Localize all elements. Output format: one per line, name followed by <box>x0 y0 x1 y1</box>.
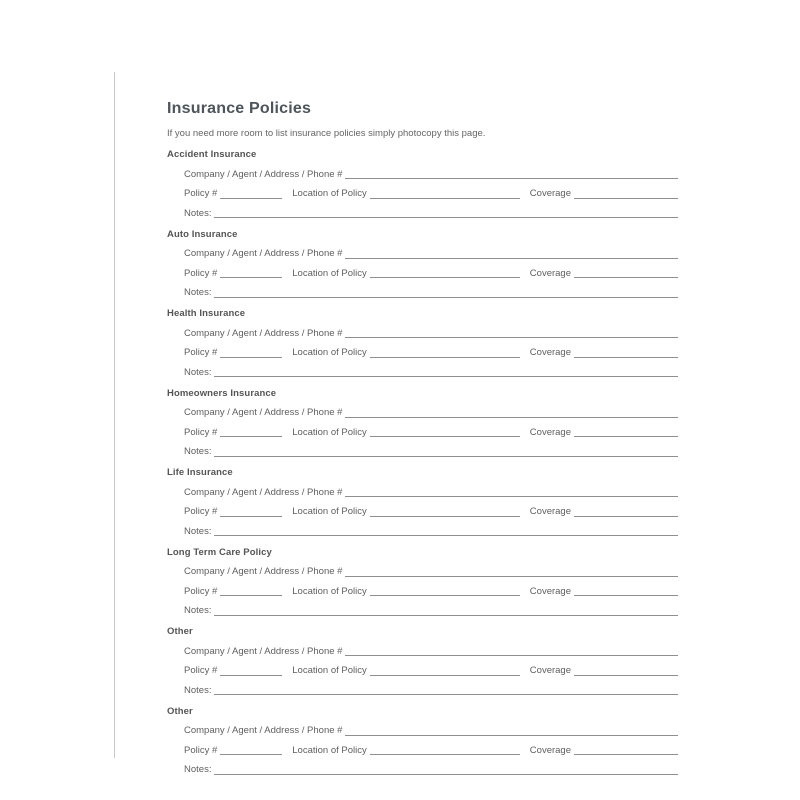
policy-fill-line <box>220 436 282 437</box>
section-heading: Accident Insurance <box>167 149 257 160</box>
company-field-label: Company / Agent / Address / Phone # <box>184 566 343 577</box>
coverage-fill-line <box>574 595 678 596</box>
notes-row <box>184 677 678 697</box>
notes-field-label: Notes: <box>184 764 212 775</box>
company-row <box>184 400 678 420</box>
section-heading: Homeowners Insurance <box>167 387 277 399</box>
company-fill-line <box>345 258 678 259</box>
notes-field-label: Notes: <box>184 287 212 298</box>
company-row <box>184 479 678 499</box>
section-auto-insurance <box>167 222 678 300</box>
policy-field-label: Policy # <box>184 347 218 358</box>
company-field-label: Company / Agent / Address / Phone # <box>184 327 343 339</box>
policy-field-label: Policy # <box>184 426 218 438</box>
location-fill-line <box>370 198 520 199</box>
policy-row <box>184 658 678 678</box>
policy-fill-line <box>220 198 282 199</box>
policy-fill-line <box>220 357 282 358</box>
location-field-label: Location of Policy <box>292 347 367 358</box>
policy-row <box>184 181 678 201</box>
policy-row <box>184 340 678 360</box>
location-field-label: Location of Policy <box>292 188 367 199</box>
notes-field-label: Notes: <box>184 446 212 457</box>
location-field-label: Location of Policy <box>292 744 367 756</box>
coverage-field-label: Coverage <box>529 665 571 676</box>
location-fill-line <box>370 436 520 437</box>
location-fill-line <box>370 357 520 358</box>
section-other-2 <box>167 699 678 777</box>
policy-fill-line <box>220 516 282 517</box>
section-life-insurance <box>167 460 678 538</box>
policy-fill-line <box>220 277 282 278</box>
company-fill-line <box>345 178 678 179</box>
notes-fill-line <box>214 217 678 218</box>
policy-row <box>184 419 678 439</box>
coverage-field-label: Coverage <box>529 585 571 597</box>
section-homeowners-insurance <box>167 381 678 459</box>
coverage-fill-line <box>574 516 678 517</box>
location-fill-line <box>370 754 520 755</box>
notes-row <box>184 598 678 618</box>
company-field-label: Company / Agent / Address / Phone # <box>184 486 343 498</box>
company-field-label: Company / Agent / Address / Phone # <box>184 407 343 418</box>
coverage-fill-line <box>574 357 678 358</box>
coverage-fill-line <box>574 198 678 199</box>
coverage-fill-line <box>574 436 678 437</box>
company-row <box>184 718 678 738</box>
policy-row <box>184 260 678 280</box>
policy-field-label: Policy # <box>184 267 218 279</box>
company-field-label: Company / Agent / Address / Phone # <box>184 645 343 657</box>
notes-fill-line <box>214 694 678 695</box>
section-heading: Other <box>167 626 193 637</box>
company-fill-line <box>345 655 678 656</box>
section-heading: Life Insurance <box>167 467 233 478</box>
company-row <box>184 638 678 658</box>
company-fill-line <box>345 337 678 338</box>
company-fill-line <box>345 417 678 418</box>
notes-field-label: Notes: <box>184 525 212 537</box>
notes-row <box>184 359 678 379</box>
policy-field-label: Policy # <box>184 665 218 676</box>
policy-row <box>184 578 678 598</box>
location-fill-line <box>370 675 520 676</box>
location-field-label: Location of Policy <box>292 426 367 438</box>
sections-list <box>167 142 678 776</box>
company-fill-line <box>345 496 678 497</box>
coverage-fill-line <box>574 277 678 278</box>
notes-row <box>184 757 678 777</box>
page-title: Insurance Policies <box>167 100 312 117</box>
company-field-label: Company / Agent / Address / Phone # <box>184 725 343 736</box>
company-field-label: Company / Agent / Address / Phone # <box>184 168 343 180</box>
notes-field-label: Notes: <box>184 366 212 378</box>
coverage-fill-line <box>574 754 678 755</box>
notes-fill-line <box>214 615 678 616</box>
section-heading: Health Insurance <box>167 308 246 319</box>
coverage-field-label: Coverage <box>529 426 571 438</box>
policy-fill-line <box>220 754 282 755</box>
company-fill-line <box>345 735 678 736</box>
notes-fill-line <box>214 535 678 536</box>
location-field-label: Location of Policy <box>292 506 367 517</box>
policy-row <box>184 737 678 757</box>
policy-field-label: Policy # <box>184 585 218 597</box>
company-fill-line <box>345 576 678 577</box>
section-accident-insurance <box>167 142 678 220</box>
section-heading: Auto Insurance <box>167 228 238 240</box>
notes-row <box>184 518 678 538</box>
notes-fill-line <box>214 774 678 775</box>
coverage-field-label: Coverage <box>529 267 571 279</box>
company-row <box>184 241 678 261</box>
section-heading: Long Term Care Policy <box>167 546 272 558</box>
company-row <box>184 161 678 181</box>
location-field-label: Location of Policy <box>292 665 367 676</box>
section-other-1 <box>167 619 678 697</box>
notes-fill-line <box>214 456 678 457</box>
notes-row <box>184 280 678 300</box>
location-fill-line <box>370 595 520 596</box>
policy-field-label: Policy # <box>184 744 218 756</box>
notes-field-label: Notes: <box>184 605 212 616</box>
notes-fill-line <box>214 297 678 298</box>
location-fill-line <box>370 277 520 278</box>
document-page <box>114 72 795 775</box>
page-content <box>167 72 678 776</box>
coverage-field-label: Coverage <box>529 188 571 199</box>
coverage-field-label: Coverage <box>529 744 571 756</box>
page-subtitle: If you need more room to list insurance policies simply photocopy this page. <box>167 128 486 139</box>
section-health-insurance <box>167 301 678 379</box>
notes-fill-line <box>214 376 678 377</box>
policy-field-label: Policy # <box>184 188 218 199</box>
company-row <box>184 320 678 340</box>
policy-fill-line <box>220 675 282 676</box>
policy-field-label: Policy # <box>184 506 218 517</box>
notes-row <box>184 439 678 459</box>
notes-field-label: Notes: <box>184 684 212 696</box>
location-fill-line <box>370 516 520 517</box>
policy-fill-line <box>220 595 282 596</box>
notes-row <box>184 200 678 220</box>
coverage-field-label: Coverage <box>529 347 571 358</box>
coverage-fill-line <box>574 675 678 676</box>
notes-field-label: Notes: <box>184 207 212 219</box>
location-field-label: Location of Policy <box>292 267 367 279</box>
section-long-term-care-policy <box>167 540 678 618</box>
company-row <box>184 559 678 579</box>
company-field-label: Company / Agent / Address / Phone # <box>184 248 343 259</box>
coverage-field-label: Coverage <box>529 506 571 517</box>
location-field-label: Location of Policy <box>292 585 367 597</box>
section-heading: Other <box>167 705 193 717</box>
policy-row <box>184 499 678 519</box>
